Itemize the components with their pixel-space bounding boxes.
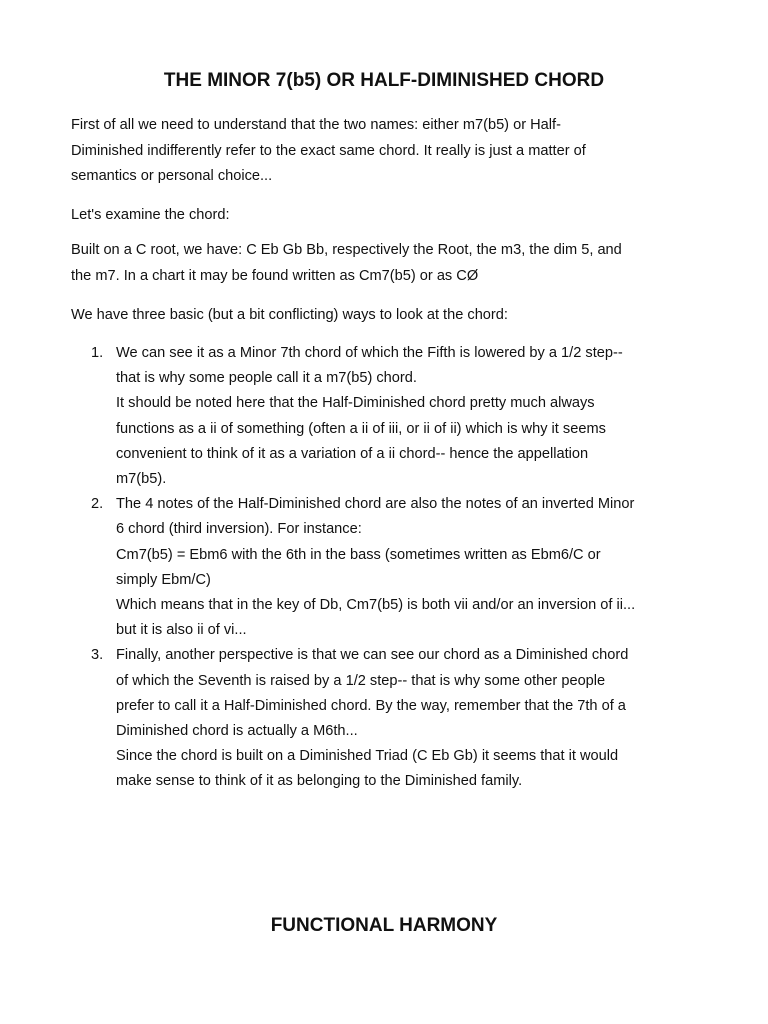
text-line: semantics or personal choice... — [71, 168, 273, 184]
page-title: THE MINOR 7(b5) OR HALF-DIMINISHED CHORD — [163, 70, 605, 91]
list-item — [71, 492, 711, 643]
list-item — [71, 341, 711, 492]
text-line: prefer to call it a Half-Diminished chord. By the way, remember that the 7th of a — [116, 697, 626, 714]
text-line: It should be noted here that the Half-Diminished chord pretty much always — [116, 395, 595, 412]
built-paragraph — [71, 238, 711, 289]
text-line: Built on a C root, we have: C Eb Gb Bb, respectively the Root, the m3, the dim 5, and — [71, 242, 622, 258]
intro-paragraph — [71, 113, 711, 190]
text-line: The 4 notes of the Half-Diminished chord are also the notes of an inverted Minor — [116, 496, 635, 513]
list-number: 3. — [91, 647, 104, 664]
text-line: 6 chord (third inversion). For instance: — [116, 521, 362, 538]
text-line: Which means that in the key of Db, Cm7(b5) is both vii and/or an inversion of ii... — [116, 597, 636, 614]
text-line: convenient to think of it as a variation of a ii chord-- hence the appellation — [116, 445, 589, 462]
numbered-list — [71, 341, 711, 795]
text-line: We can see it as a Minor 7th chord of which the Fifth is lowered by a 1/2 step-- — [116, 345, 623, 361]
text-line: but it is also ii of vi... — [116, 622, 247, 639]
text-line: of which the Seventh is raised by a 1/2 step-- that is why some other people — [116, 672, 606, 689]
text-line: Cm7(b5) = Ebm6 with the 6th in the bass (sometimes written as Ebm6/C or — [116, 546, 601, 563]
text-line: that is why some people call it a m7(b5) chord. — [116, 370, 417, 387]
text-line: m7(b5). — [116, 471, 167, 488]
ways-paragraph: We have three basic (but a bit conflicting) ways to look at the chord: — [71, 307, 508, 323]
list-number: 2. — [91, 496, 104, 513]
list-item — [71, 643, 711, 794]
text-line: simply Ebm/C) — [116, 571, 211, 588]
section-heading: FUNCTIONAL HARMONY — [270, 915, 498, 936]
text-line: Since the chord is built on a Diminished Triad (C Eb Gb) it seems that it would — [116, 748, 619, 765]
text-line: First of all we need to understand that the two names: either m7(b5) or Half- — [71, 117, 561, 133]
text-line: Finally, another perspective is that we can see our chord as a Diminished chord — [116, 647, 629, 664]
text-line: the m7. In a chart it may be found written as Cm7(b5) or as CØ — [71, 267, 479, 284]
examine-paragraph: Let's examine the chord: — [71, 207, 230, 223]
text-line: Diminished chord is actually a M6th... — [116, 723, 358, 740]
text-line: functions as a ii of something (often a ii of iii, or ii of ii) which is why it seems — [116, 420, 606, 437]
text-line: Diminished indifferently refer to the exact same chord. It really is just a matter of — [71, 142, 586, 159]
text-line: make sense to think of it as belonging to the Diminished family. — [116, 773, 523, 790]
list-number: 1. — [91, 345, 104, 361]
